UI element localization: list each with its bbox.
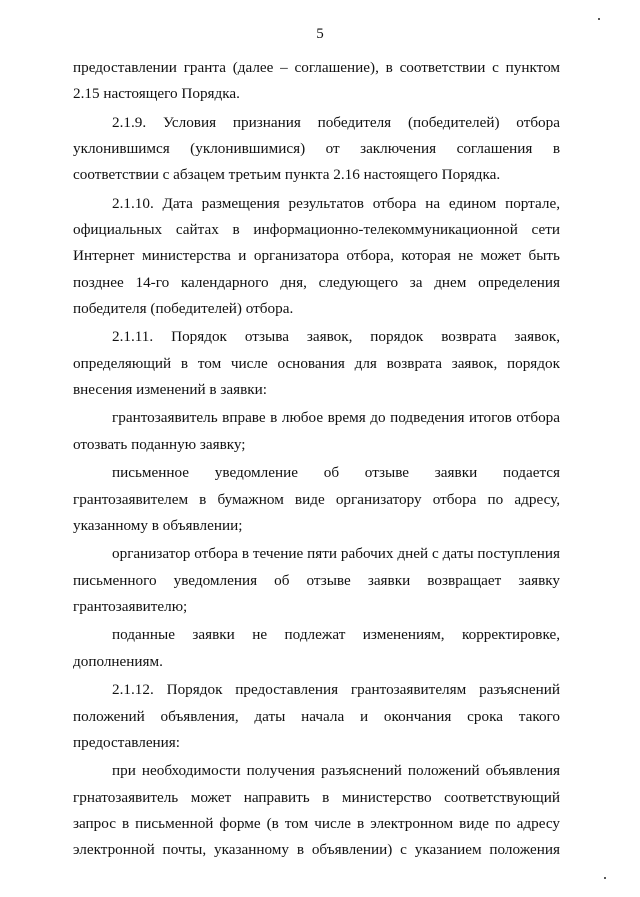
text-line: грантозаявителем в бумажном виде организатору отбора по адресу, <box>73 490 560 508</box>
text-line: 2.15 настоящего Порядка. <box>73 85 240 103</box>
text-line: отозвать поданную заявку; <box>73 435 246 453</box>
scan-speck <box>604 877 606 879</box>
text-line: предоставления: <box>73 733 181 751</box>
text-line: 2.1.9. Условия признания победителя (победителей) отбора <box>112 113 560 131</box>
text-line: 2.1.10. Дата размещения результатов отбора на едином портале, <box>112 194 560 212</box>
text-line: официальных сайтах в информационно-телекоммуникационной сети <box>73 221 560 239</box>
text-line: соответствии с абзацем третьим пункта 2.16 настоящего Порядка. <box>73 166 501 184</box>
scan-speck <box>598 18 600 20</box>
text-line: письменного уведомления об отзыве заявки возвращает заявку <box>73 571 560 589</box>
text-line: грантозаявителю; <box>73 597 188 615</box>
text-line: позднее 14-го календарного дня, следующего за днем определения <box>73 273 560 291</box>
text-line: дополнениям. <box>73 652 163 670</box>
text-line: запрос в письменной форме (в том числе в электронном виде по адресу <box>73 814 560 832</box>
text-line: грнатозаявитель может направить в министерство соответствующий <box>73 788 560 806</box>
text-line: указанному в объявлении; <box>73 516 243 534</box>
text-line: электронной почты, указанному в объявлении) с указанием положения <box>73 840 560 858</box>
text-line: 2.1.12. Порядок предоставления грантозаявителям разъяснений <box>112 681 560 699</box>
page-number: 5 <box>316 26 324 42</box>
text-line: положений объявления, даты начала и окончания срока такого <box>73 707 560 725</box>
text-line: внесения изменений в заявки: <box>73 380 268 398</box>
text-line: при необходимости получения разъяснений положений объявления <box>112 762 560 780</box>
text-line: 2.1.11. Порядок отзыва заявок, порядок возврата заявок, <box>112 328 560 346</box>
text-line: поданные заявки не подлежат изменениям, корректировке, <box>112 626 560 644</box>
text-line: предоставлении гранта (далее – соглашение), в соответствии с пунктом <box>73 59 560 76</box>
text-line: Интернет министерства и организатора отбора, которая не может быть <box>73 247 560 265</box>
body-text <box>73 55 560 863</box>
text-line: письменное уведомление об отзыве заявки подается <box>112 464 560 482</box>
text-line: грантозаявитель вправе в любое время до подведения итогов отбора <box>112 409 560 427</box>
text-line: определяющий в том числе основания для возврата заявок, порядок <box>73 354 560 372</box>
text-line: организатор отбора в течение пяти рабочих дней с даты поступления <box>112 545 560 563</box>
text-line: победителя (победителей) отбора. <box>73 299 294 317</box>
text-line: уклонившимся (уклонившимися) от заключения соглашения в <box>73 140 560 158</box>
